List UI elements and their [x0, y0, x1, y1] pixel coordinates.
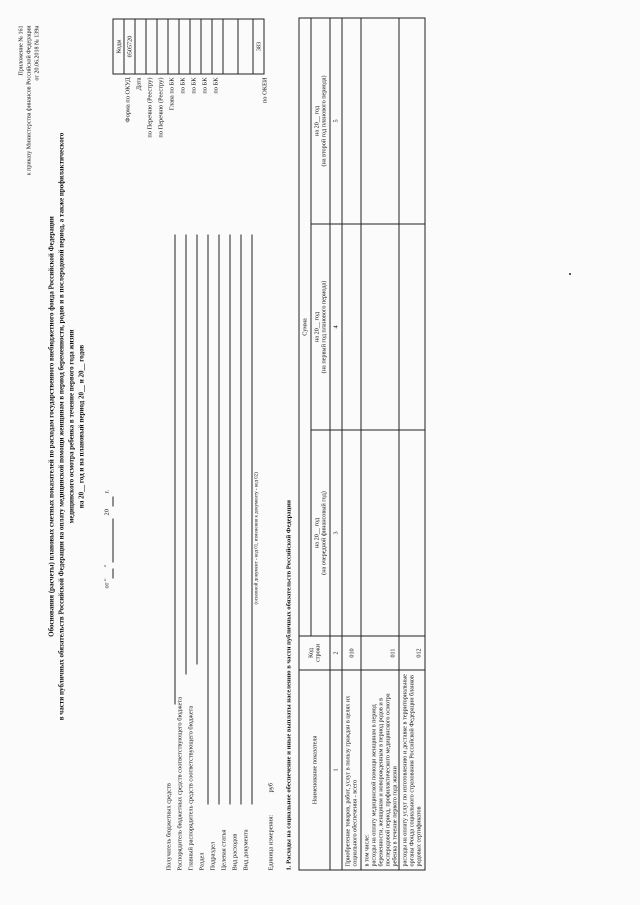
appendix-line-3: от 20.06.2018 № 139н — [34, 25, 41, 81]
date-label: Дата — [135, 77, 143, 91]
bk-code-2 — [179, 19, 190, 74]
rotated-form-sheet — [1, 0, 640, 905]
col-year1-line1: на 20__ год — [313, 518, 321, 548]
date-year-line — [113, 497, 114, 507]
row-value-year1 — [399, 430, 425, 636]
bk-code-1 — [168, 19, 179, 74]
document-type-note: (основной документ - код 01, изменения к документу - код 02) — [254, 472, 260, 605]
bk-label-5: по БК — [212, 77, 220, 94]
codes-header: Коды — [113, 19, 124, 74]
row-value-year1 — [342, 430, 361, 636]
okei-value: 383 — [253, 19, 264, 74]
chief-manager-line — [197, 235, 198, 665]
bk-label-1: Глава по БК — [168, 77, 176, 111]
scan-speck — [569, 273, 571, 275]
row-value-year2 — [342, 224, 361, 430]
section-label: Раздел — [198, 852, 206, 871]
col-year3-header — [311, 18, 330, 224]
bk-label-4: по БК — [201, 77, 209, 94]
col-sum-header: Сумма — [299, 18, 311, 636]
manager-label: Распорядитель бюджетных средств соответствующего бюджета — [176, 696, 184, 871]
col-number-2: 2 — [330, 636, 342, 670]
target-item-label: Целевая статья — [220, 829, 228, 871]
expense-type-line — [241, 235, 242, 805]
date-suffix: г. — [103, 490, 111, 494]
form-title-line-3: медицинского осмотра ребенка в течение первого года жизни — [67, 329, 76, 524]
date-month-line — [113, 519, 114, 563]
row-value-year3 — [342, 18, 361, 224]
row-code: 010 — [342, 636, 361, 670]
registry-label-1: по Перечню (Реестру) — [146, 77, 154, 138]
okei-label: по ОКЕИ — [261, 77, 269, 104]
col-number-5: 5 — [330, 18, 342, 224]
row-name: Приобретение товаров, работ, услуг в пользу граждан в целях их социального обеспечения - всего — [342, 670, 361, 870]
codes-table — [113, 19, 265, 75]
col-year2-header — [311, 224, 330, 430]
col-year2-line2: (на первый год планового периода) — [320, 280, 328, 374]
section-1-title: 1. Расходы на социальное обеспечение и иные выплаты населению в части публичных обязательств Российской Федерации — [285, 500, 293, 871]
blank-code-1 — [223, 19, 238, 74]
row-value-year2 — [361, 224, 399, 430]
col-year3-line1: на 20__ год — [313, 106, 321, 136]
date-quote: " — [103, 564, 111, 568]
row-value-year3 — [399, 18, 425, 224]
row-name-detail: расходы на оплату медицинской помощи женщинам в период беременности, женщинам и новорожденным в период родов и в послеродовой период, профилактического медицинского осмотра ребенка в течение первого года жизни — [370, 693, 399, 867]
col-year1-line2: (на очередной финансовый год) — [320, 491, 328, 575]
okud-label: Форма по ОКУД — [124, 77, 132, 123]
section-line — [208, 235, 209, 805]
row-value-year1 — [361, 430, 399, 636]
chief-manager-label: Главный распорядитель средств соответствующего бюджета — [187, 705, 195, 871]
recipient-line — [175, 235, 176, 705]
appendix-line-2: к приказу Министерства финансов Российской Федерации — [26, 25, 33, 176]
registry-code-1 — [146, 19, 157, 74]
bk-code-3 — [190, 19, 201, 74]
registry-code-2 — [157, 19, 168, 74]
document-type-label: Вид документа — [242, 829, 250, 871]
form-title-line-2: в части публичных обязательств Российской Федерации на оплату медицинской помощи женщинам в период беременности, родов и в послеродовой период, а также профилактического — [57, 132, 66, 721]
okud-value: 0505720 — [124, 19, 135, 74]
col-number-3: 3 — [330, 430, 342, 636]
table-row — [342, 18, 361, 870]
recipient-label: Получатель бюджетных средств — [165, 783, 173, 871]
row-code: 012 — [399, 636, 425, 670]
col-number-4: 4 — [330, 224, 342, 430]
appendix-line-1: Приложение № 161 — [18, 25, 25, 76]
blank-code-2 — [238, 19, 253, 74]
bk-label-3: по БК — [190, 77, 198, 94]
row-code: 011 — [361, 636, 399, 670]
target-item-line — [230, 235, 231, 805]
manager-line — [186, 235, 187, 675]
date-day-line — [113, 569, 114, 579]
table-row — [399, 18, 425, 870]
document-type-line — [252, 235, 253, 805]
col-year3-line2: (на второй год планового периода) — [320, 75, 328, 167]
col-year2-line1: на 20__ год — [313, 312, 321, 342]
row-name-intro: в том числе: — [363, 834, 371, 867]
row-name: расходы на оплату услуг по изготовлению и доставке в территориальные органы Фонда социального страхования Российской Федерации бланков родовых сертификатов — [399, 670, 425, 870]
table-row — [361, 18, 399, 870]
subsection-line — [219, 235, 220, 805]
unit-label: Единица измерения: — [267, 814, 275, 871]
row-value-year2 — [399, 224, 425, 430]
subsection-label: Подраздел — [209, 841, 217, 871]
row-name — [361, 670, 399, 870]
col-code-header: Код строки — [299, 636, 330, 670]
unit-value: руб — [267, 783, 275, 793]
section-1-table — [299, 17, 426, 870]
bk-code-4 — [201, 19, 212, 74]
form-title-line-1: Обоснования (расчеты) плановых сметных показателей по расходам государственного внебюджетного фонда Российской Федерации — [47, 216, 56, 637]
col-number-1: 1 — [330, 670, 342, 870]
col-year1-header — [311, 430, 330, 636]
col-name-header: Наименование показателя — [299, 670, 330, 870]
row-value-year3 — [361, 18, 399, 224]
date-year: 20 — [103, 509, 111, 516]
bk-label-2: по БК — [179, 77, 187, 94]
form-title-line-4: на 20__ год и на плановый период 20__ и 20__ годов — [77, 344, 86, 509]
bk-code-5 — [212, 19, 223, 74]
registry-label-2: по Перечню (Реестру) — [157, 77, 165, 138]
date-code — [135, 19, 146, 74]
date-from: от " — [103, 578, 111, 589]
expense-type-label: Вид расходов — [231, 833, 239, 871]
